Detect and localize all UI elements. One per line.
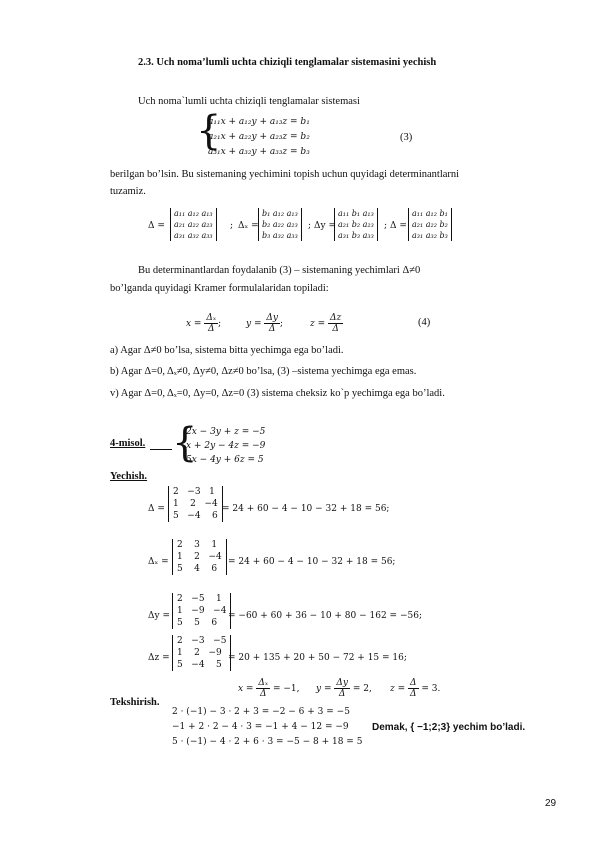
check-label: Tekshirish. (110, 697, 160, 708)
numerator: Δₓ (206, 313, 217, 323)
system-eq-2: a₂₁x + a₂₂y + a₂₃z = b₂ (208, 132, 310, 142)
root-x (238, 678, 299, 699)
x-value: = −1, (272, 684, 300, 694)
separator: ; (308, 221, 312, 231)
delta-z-label: Δz = (148, 653, 170, 663)
eq-number-3: (3) (400, 132, 413, 143)
matrix-row: b₁ a₁₂ a₁₃ (262, 209, 298, 218)
delta-z-calculation: = 20 + 135 + 20 + 50 − 72 + 15 = 16; (228, 653, 407, 663)
solution-label: Yechish. (110, 471, 148, 482)
matrix-row: 5 5 6 (177, 618, 218, 628)
matrix-row: 5 4 6 (177, 564, 218, 574)
x-label: x = (186, 318, 202, 329)
matrix-row: a₁₁ b₁ a₁₃ (338, 209, 374, 218)
matrix-row: 1 2 −4 (177, 552, 222, 562)
kramer-line-1: Bu determinantlardan foydalanib (3) – sistemaning yechimlari Δ≠0 (138, 265, 421, 276)
intro-paragraph-end: tuzamiz. (110, 186, 146, 197)
example-brace: { (172, 420, 198, 466)
system-eq-1: a₁₁x + a₁₂y + a₁₃z = b₁ (208, 117, 310, 127)
matrix-row: b₃ a₃₂ a₃₃ (262, 231, 298, 240)
check-line-1: 2 · (−1) − 3 · 2 + 3 = −2 − 6 + 3 = −5 (172, 707, 350, 717)
check-conclusion: Demak, { −1;2;3} yechim bo’ladi. (372, 722, 526, 733)
numerator: Δz (330, 313, 342, 323)
eq-number-4: (4) (418, 317, 431, 328)
delta-numeric-matrix (168, 486, 223, 522)
system-brace: { (196, 108, 222, 154)
case-b: b) Agar Δ=0, Δₓ≠0, Δy≠0, Δz≠0 bo’lsa, (3) –sistema yechimga ega emas. (110, 366, 417, 377)
root-y (316, 678, 372, 699)
denominator: Δ (259, 689, 267, 699)
x-label: x = (238, 683, 254, 694)
separator: ; (384, 221, 388, 231)
z-fraction (328, 313, 343, 334)
delta-x-calculation: = 24 + 60 − 4 − 10 − 32 + 18 = 56; (228, 557, 396, 567)
denominator: Δ (410, 689, 417, 699)
matrix-row: 2 −3 1 (173, 487, 215, 497)
matrix-row: 2 −5 1 (177, 594, 222, 604)
z-fraction (408, 678, 419, 699)
system-eq-3: a₃₁x + a₃₂y + a₃₃z = b₃ (208, 147, 310, 157)
delta-y-numeric-matrix (172, 593, 231, 629)
matrix-row: a₂₁ a₂₂ a₂₃ (174, 220, 213, 229)
y-fraction (334, 678, 350, 699)
matrix-row: a₃₁ b₃ a₃₃ (338, 231, 374, 240)
example-eq-3: 5x − 4y + 6z = 5 (186, 455, 264, 465)
case-v: v) Agar Δ=0, Δₓ=0, Δy=0, Δz=0 (3) sistema cheksiz ko`p yechimga ega bo’ladi. (110, 388, 445, 399)
delta-x-numeric-matrix (172, 539, 227, 575)
check-line-2: −1 + 2 · 2 − 4 · 3 = −1 + 4 − 12 = −9 (172, 722, 349, 732)
matrix-row: 1 2 −4 (173, 499, 218, 509)
matrix-row: a₃₁ a₃₂ b₃ (412, 231, 448, 240)
x-fraction (256, 678, 270, 699)
example-underline (150, 449, 172, 450)
z-value: = 3. (421, 684, 441, 694)
z-label: z = (310, 318, 326, 329)
numerator: Δ (410, 678, 417, 688)
y-value: = 2, (352, 684, 372, 694)
formula-y: y = $\frac{\Delta y}{\Delta}$ ; (246, 313, 284, 334)
matrix-row: a₁₁ a₁₂ a₁₃ (174, 209, 213, 218)
matrix-row: a₃₁ a₃₂ a₃₃ (174, 231, 213, 240)
formula-z (310, 313, 343, 334)
matrix-row: 5 −4 6 (173, 511, 218, 521)
delta-y-matrix (334, 208, 378, 241)
matrix-row: a₂₁ b₂ a₂₃ (338, 220, 374, 229)
matrix-row: 1 −9 −4 (177, 606, 227, 616)
root-z (390, 678, 440, 699)
matrix-row: 2 3 1 (177, 540, 218, 550)
delta-z-numeric-matrix (172, 635, 231, 671)
z-label: z = (390, 683, 406, 694)
matrix-row: 1 2 −9 (177, 648, 222, 658)
intro-line: Uch noma`lumli uchta chiziqli tenglamalar sistemasi (138, 96, 360, 107)
matrix-row: 2 −3 −5 (177, 636, 227, 646)
denominator: Δ (338, 689, 346, 699)
delta-x-matrix (258, 208, 302, 241)
y-label: y = (246, 318, 262, 329)
matrix-row: 5 −4 5 (177, 660, 222, 670)
numerator: Δₓ (258, 678, 269, 688)
delta-y-label: Δy = (314, 221, 336, 231)
y-label: y = (316, 683, 332, 694)
delta-matrix (170, 208, 217, 241)
denominator: Δ (268, 324, 276, 334)
delta-x-label: Δₓ = (238, 221, 259, 231)
case-a: a) Agar Δ≠0 bo’lsa, sistema bitta yechimga ega bo’ladi. (110, 345, 344, 356)
numerator: Δy (266, 313, 278, 323)
denominator: Δ (332, 324, 339, 334)
matrix-row: a₂₁ a₂₂ b₂ (412, 220, 448, 229)
section-title: 2.3. Uch noma’lumli uchta chiziqli tenglamalar sistemasini yechish (138, 57, 437, 68)
delta-y-calculation: = −60 + 60 + 36 − 10 + 80 − 162 = −56; (228, 611, 422, 621)
denominator: Δ (207, 324, 215, 334)
x-fraction (204, 313, 218, 334)
separator: ; (230, 221, 234, 231)
example-eq-1: 2x − 3y + z = −5 (186, 427, 266, 437)
kramer-line-2: bo’lganda quyidagi Kramer formulalaridan topiladi: (110, 283, 329, 294)
delta-z-matrix (408, 208, 452, 241)
example-eq-2: x + 2y − 4z = −9 (186, 441, 266, 451)
delta-label: Δ = (148, 504, 165, 514)
delta-label: Δ = (148, 221, 165, 231)
page-number: 29 (545, 798, 557, 809)
matrix-row: a₁₁ a₁₂ b₁ (412, 209, 448, 218)
numerator: Δy (336, 678, 348, 688)
intro-paragraph: berilgan bo’lsin. Bu sistemaning yechimini topish uchun quyidagi determinantlarni (110, 169, 460, 180)
delta-x-label: Δₓ = (148, 557, 169, 567)
matrix-row: b₂ a₂₂ a₂₃ (262, 220, 298, 229)
example-label: 4-misol. (110, 438, 146, 449)
delta-calculation: = 24 + 60 − 4 − 10 − 32 + 18 = 56; (222, 504, 390, 514)
check-line-3: 5 · (−1) − 4 · 2 + 6 · 3 = −5 − 8 + 18 = 5 (172, 737, 363, 747)
y-fraction (264, 313, 280, 334)
delta-z-label: Δ = (390, 221, 407, 231)
formula-x: x = $\frac{\text{Δₓ}}{\Delta}$ ; (186, 313, 222, 334)
delta-y-label: Δy = (148, 611, 170, 621)
